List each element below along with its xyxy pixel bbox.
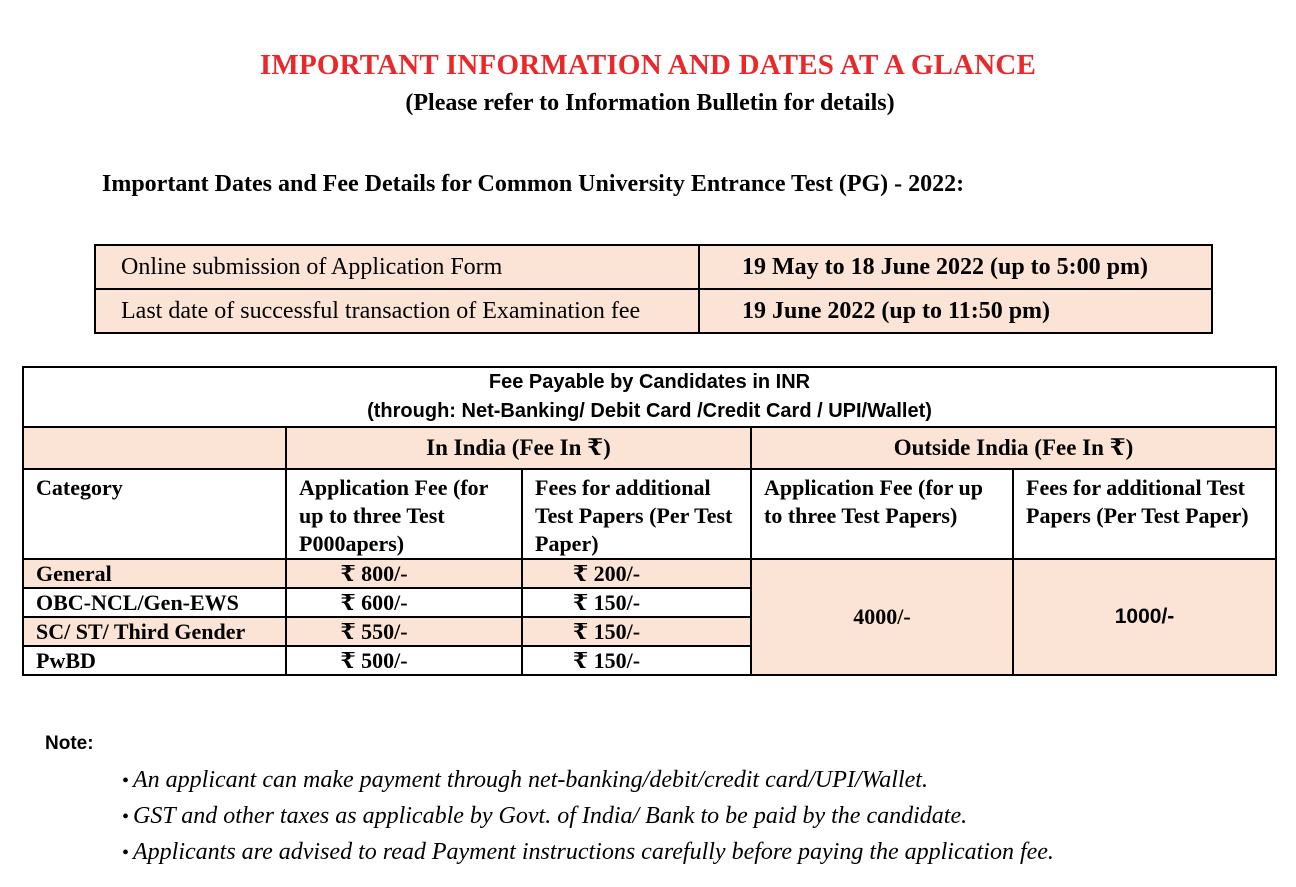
note-text: An applicant can make payment through net-banking/debit/credit card/UPI/Wallet. <box>133 767 928 793</box>
note-text: GST and other taxes as applicable by Govt. of India/ Bank to be paid by the candidate. <box>133 803 968 829</box>
table-row <box>23 559 1276 588</box>
add-fee-cell: ₹ 150/- <box>522 617 751 646</box>
app-fee-cell: ₹ 600/- <box>286 588 522 617</box>
app-fee-cell: ₹ 550/- <box>286 617 522 646</box>
fee-table <box>22 366 1277 676</box>
fee-heading-line1: Fee Payable by Candidates in INR <box>488 371 811 393</box>
col-header-add-fee-india: Fees for additional Test Papers (Per Test Paper) <box>522 469 751 559</box>
category-cell: OBC-NCL/Gen-EWS <box>23 588 286 617</box>
app-fee-cell: ₹ 500/- <box>286 646 522 675</box>
dates-value: 19 June 2022 (up to 11:50 pm) <box>699 289 1212 333</box>
page-subtitle: (Please refer to Information Bulletin for details) <box>405 90 895 116</box>
list-item <box>122 798 1054 834</box>
col-header-app-fee-india: Application Fee (for up to three Test P000apers) <box>286 469 522 559</box>
app-fee-cell: ₹ 800/- <box>286 559 522 588</box>
list-item <box>122 762 1054 798</box>
group-header-empty <box>23 427 286 469</box>
fee-table-heading <box>23 367 1276 427</box>
dates-row <box>95 289 1212 333</box>
dates-value: 19 May to 18 June 2022 (up to 5:00 pm) <box>699 245 1212 289</box>
add-fee-cell: ₹ 150/- <box>522 646 751 675</box>
bullet-icon: • <box>122 806 130 828</box>
page-title: IMPORTANT INFORMATION AND DATES AT A GLANCE <box>259 49 1037 81</box>
dates-row <box>95 245 1212 289</box>
add-fee-cell: ₹ 200/- <box>522 559 751 588</box>
category-cell: SC/ ST/ Third Gender <box>23 617 286 646</box>
bullet-icon: • <box>122 770 130 792</box>
outside-app-fee-cell: 4000/- <box>751 559 1013 675</box>
col-header-add-fee-outside: Fees for additional Test Papers (Per Test Paper) <box>1013 469 1276 559</box>
col-header-app-fee-outside: Application Fee (for up to three Test Papers) <box>751 469 1013 559</box>
group-header-outside: Outside India (Fee In ₹) <box>751 427 1276 469</box>
dates-table <box>94 244 1213 334</box>
fee-heading-line2: (through: Net-Banking/ Debit Card /Credit Card / UPI/Wallet) <box>367 400 932 422</box>
col-header-category: Category <box>23 469 286 559</box>
dates-label: Online submission of Application Form <box>95 245 699 289</box>
note-label: Note: <box>45 733 94 754</box>
list-item <box>122 834 1054 870</box>
note-list <box>122 762 1054 870</box>
note-text: Applicants are advised to read Payment instructions carefully before paying the application fee. <box>133 839 1054 865</box>
section-heading: Important Dates and Fee Details for Common University Entrance Test (PG) - 2022: <box>102 171 965 197</box>
outside-add-fee-cell: 1000/- <box>1013 559 1276 675</box>
category-cell: General <box>23 559 286 588</box>
bullet-icon: • <box>122 842 130 864</box>
category-cell: PwBD <box>23 646 286 675</box>
add-fee-cell: ₹ 150/- <box>522 588 751 617</box>
group-header-india: In India (Fee In ₹) <box>286 427 751 469</box>
dates-label: Last date of successful transaction of Examination fee <box>95 289 699 333</box>
